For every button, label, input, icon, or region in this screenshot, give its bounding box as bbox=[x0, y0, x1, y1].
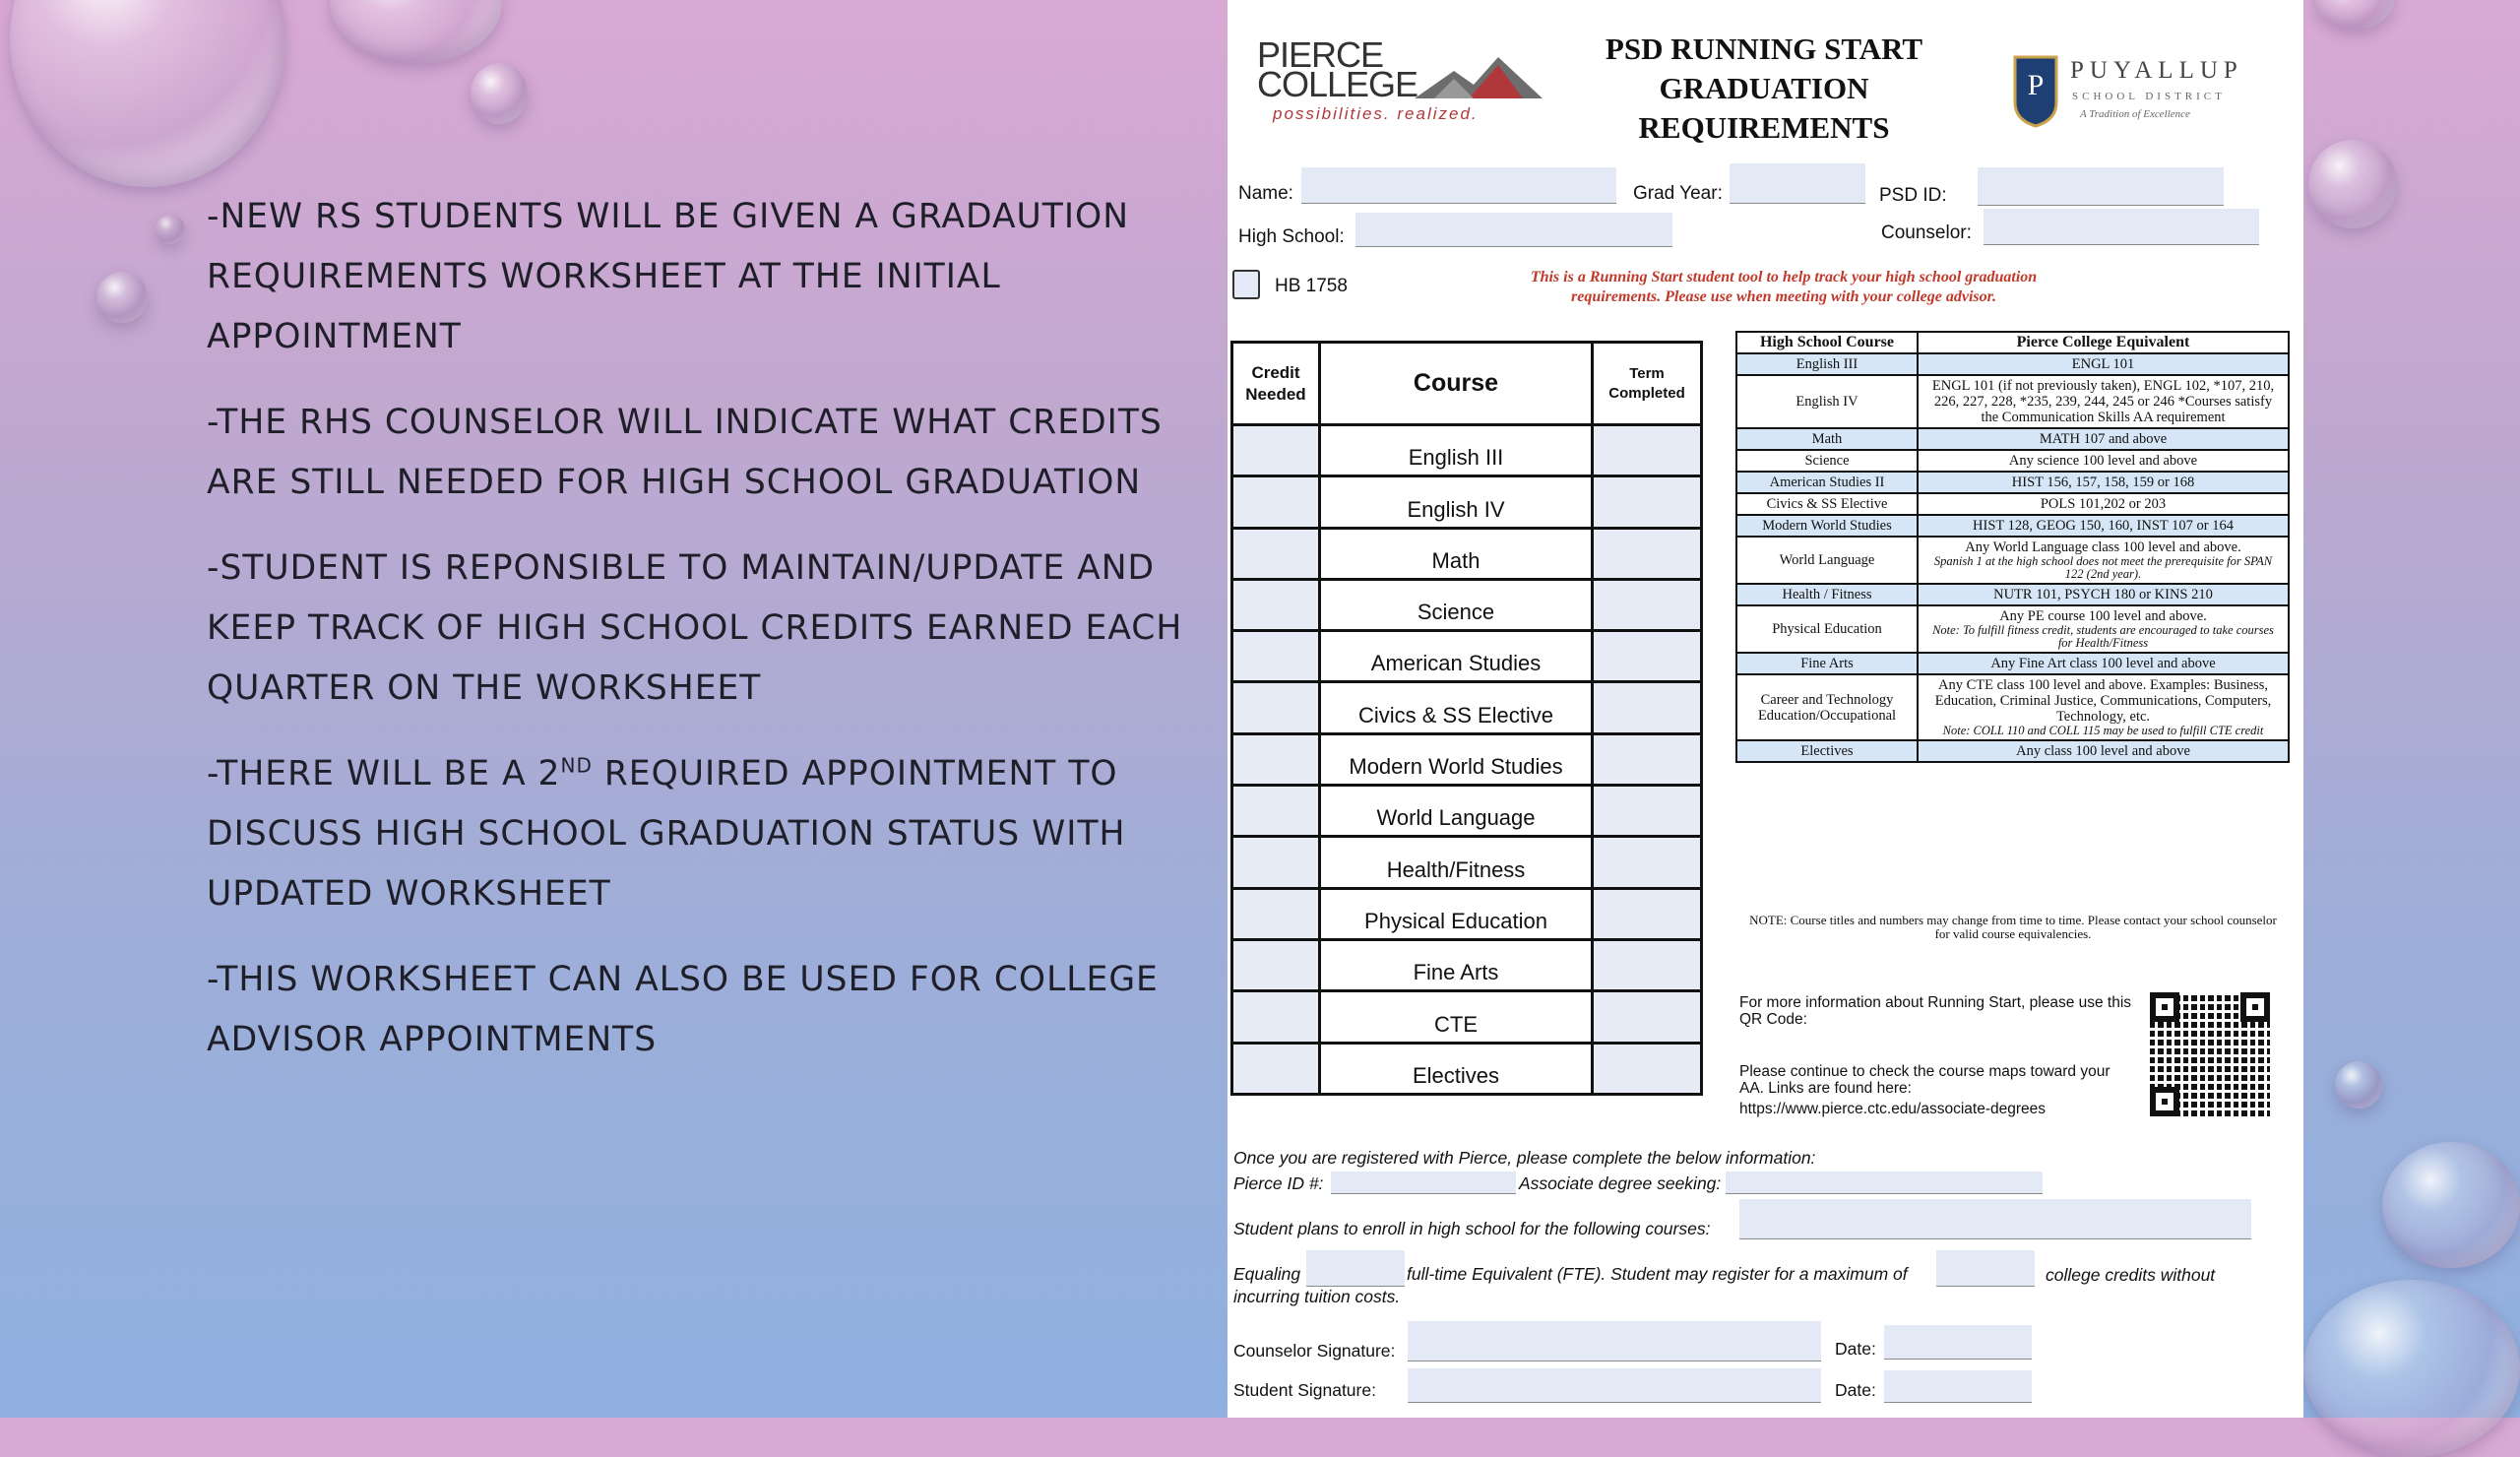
associate-degrees-link[interactable]: https://www.pierce.ctc.edu/associate-degrees bbox=[1739, 1101, 2047, 1117]
pierce-equivalent-cell bbox=[1918, 515, 2289, 537]
bullet-4: -THERE WILL BE A 2ND REQUIRED APPOINTMENT TO DISCUSS HIGH SCHOOL GRADUATION STATUS WITH UPDATED WORKSHEET bbox=[207, 753, 1126, 914]
equivalent-text: HIST 156, 157, 158, 159 or 168 bbox=[2011, 475, 2195, 490]
pierce-equivalent-cell bbox=[1918, 584, 2289, 605]
pierce-equivalent-cell bbox=[1918, 740, 2289, 762]
decorative-bubble bbox=[2335, 1061, 2382, 1109]
course-header: Course bbox=[1320, 343, 1593, 425]
bullet-2: -THE RHS COUNSELOR WILL INDICATE WHAT CREDITS ARE STILL NEEDED FOR HIGH SCHOOL GRADUATION bbox=[207, 403, 1163, 502]
term-completed-cell[interactable] bbox=[1593, 1043, 1702, 1094]
course-row bbox=[1232, 786, 1702, 837]
decorative-bubble bbox=[471, 63, 528, 124]
equivalency-row bbox=[1736, 472, 2289, 493]
course-name-cell: Civics & SS Elective bbox=[1320, 682, 1593, 733]
bullet-1: -NEW RS STUDENTS WILL BE GIVEN A GRADAUTION REQUIREMENTS WORKSHEET AT THE INITIAL APPOINTMENT bbox=[207, 197, 1130, 356]
equivalency-row bbox=[1736, 450, 2289, 472]
equivalent-note: Note: COLL 110 and COLL 115 may be used to fulfill CTE credit bbox=[1942, 724, 2264, 737]
counselor-date-label: Date: bbox=[1835, 1339, 1876, 1359]
notice-text: This is a Running Start student tool to help track your high school graduation requirements. Please use when meeting with your college advisor. bbox=[1530, 269, 2038, 305]
decorative-bubble bbox=[330, 0, 502, 64]
mountain-logo-icon bbox=[1415, 51, 1543, 98]
counselor-field[interactable] bbox=[1984, 209, 2259, 245]
equaling-label: Equaling bbox=[1233, 1264, 1301, 1284]
equivalent-text: Any class 100 level and above bbox=[2016, 743, 2190, 759]
course-row bbox=[1232, 733, 1702, 785]
term-completed-cell[interactable] bbox=[1593, 682, 1702, 733]
course-name-cell: Physical Education bbox=[1320, 888, 1593, 939]
hs-course-cell: English III bbox=[1736, 353, 1918, 375]
student-signature-field[interactable] bbox=[1408, 1368, 1821, 1403]
credit-needed-cell[interactable] bbox=[1232, 682, 1320, 733]
shield-icon bbox=[2013, 55, 2058, 128]
hs-course-cell: Civics & SS Elective bbox=[1736, 493, 1918, 515]
credit-needed-cell[interactable] bbox=[1232, 888, 1320, 939]
equivalent-text: Any CTE class 100 level and above. Examples: Business, Education, Criminal Justice, Communications, Computers, Technology, etc. bbox=[1934, 677, 2272, 725]
equivalent-text: Any World Language class 100 level and above. bbox=[1965, 539, 2241, 555]
bullet-5: -THIS WORKSHEET CAN ALSO BE USED FOR COLLEGE ADVISOR APPOINTMENTS bbox=[207, 960, 1159, 1059]
term-completed-cell[interactable] bbox=[1593, 888, 1702, 939]
course-name-cell: Modern World Studies bbox=[1320, 733, 1593, 785]
high-school-label: High School: bbox=[1238, 226, 1345, 247]
hb-1758-checkbox[interactable] bbox=[1232, 270, 1260, 299]
term-completed-cell[interactable] bbox=[1593, 733, 1702, 785]
hs-course-cell: Science bbox=[1736, 450, 1918, 472]
pierce-equivalent-cell bbox=[1918, 375, 2289, 428]
qr-finder-icon bbox=[2150, 1087, 2179, 1116]
course-row bbox=[1232, 425, 1702, 476]
puyallup-district-logo: P PUYALLUP SCHOOL DISTRICT A Tradition of Excellence bbox=[2013, 55, 2269, 134]
term-completed-cell[interactable] bbox=[1593, 528, 1702, 579]
course-row bbox=[1232, 528, 1702, 579]
hs-course-cell: English IV bbox=[1736, 375, 1918, 428]
equivalency-row bbox=[1736, 375, 2289, 428]
term-completed-cell[interactable] bbox=[1593, 786, 1702, 837]
credit-needed-cell[interactable] bbox=[1232, 786, 1320, 837]
qr-info-text: For more information about Running Start, please use this QR Code: bbox=[1739, 994, 2132, 1028]
credit-needed-cell[interactable] bbox=[1232, 837, 1320, 888]
equivalency-row bbox=[1736, 353, 2289, 375]
pierce-equivalent-cell bbox=[1918, 428, 2289, 450]
equivalency-row bbox=[1736, 515, 2289, 537]
fte-text: full-time Equivalent (FTE). Student may register for a maximum of bbox=[1407, 1264, 1908, 1284]
course-row bbox=[1232, 888, 1702, 939]
course-name-cell: World Language bbox=[1320, 786, 1593, 837]
equivalency-row bbox=[1736, 584, 2289, 605]
pierce-equivalent-cell bbox=[1918, 450, 2289, 472]
equivalent-text: ENGL 101 bbox=[2071, 356, 2135, 372]
pierce-college-logo: PIERCE COLLEGE possibilities. realized. bbox=[1257, 39, 1552, 128]
decorative-bubble bbox=[2382, 1142, 2520, 1268]
equivalent-text: POLS 101,202 or 203 bbox=[2040, 496, 2167, 512]
course-name-cell: Math bbox=[1320, 528, 1593, 579]
psd-id-label: PSD ID: bbox=[1879, 185, 1947, 206]
hb-1758-label: HB 1758 bbox=[1275, 276, 1348, 296]
hs-course-cell: Electives bbox=[1736, 740, 1918, 762]
course-name-cell: Science bbox=[1320, 579, 1593, 630]
equivalency-row bbox=[1736, 674, 2289, 740]
student-date-field[interactable] bbox=[1884, 1370, 2032, 1403]
counselor-signature-label: Counselor Signature: bbox=[1233, 1341, 1396, 1361]
credit-needed-cell[interactable] bbox=[1232, 939, 1320, 990]
pierce-equivalent-cell bbox=[1918, 537, 2289, 584]
credit-needed-cell[interactable] bbox=[1232, 425, 1320, 476]
registration-intro: Once you are registered with Pierce, please complete the below information: bbox=[1233, 1148, 1816, 1168]
equivalent-note: Note: To fulfill fitness credit, students are encouraged to take courses for Health/Fitness bbox=[1932, 623, 2274, 650]
equivalent-text: MATH 107 and above bbox=[2039, 431, 2168, 447]
course-name-cell: Health/Fitness bbox=[1320, 837, 1593, 888]
equivalency-row bbox=[1736, 605, 2289, 653]
qr-code-icon[interactable] bbox=[2150, 992, 2270, 1116]
name-field[interactable] bbox=[1301, 167, 1616, 204]
equivalency-row bbox=[1736, 493, 2289, 515]
decorative-bubble bbox=[2303, 1280, 2520, 1457]
pierce-equivalent-cell bbox=[1918, 605, 2289, 653]
decorative-bubble bbox=[156, 215, 185, 244]
qr-finder-icon bbox=[2240, 992, 2270, 1022]
credit-needed-cell[interactable] bbox=[1232, 476, 1320, 528]
pierce-equivalent-cell bbox=[1918, 493, 2289, 515]
term-completed-cell[interactable] bbox=[1593, 939, 1702, 990]
decorative-bubble bbox=[96, 272, 148, 323]
equivalent-text: Any PE course 100 level and above. bbox=[1999, 608, 2207, 624]
courses-plan-label: Student plans to enroll in high school for the following courses: bbox=[1233, 1219, 1711, 1238]
course-name-cell: English IV bbox=[1320, 476, 1593, 528]
document-title: PSD RUNNING START GRADUATION REQUIREMENTS bbox=[1605, 32, 1923, 145]
hs-course-cell: Health / Fitness bbox=[1736, 584, 1918, 605]
equivalency-table bbox=[1735, 331, 2290, 763]
credit-needed-cell[interactable] bbox=[1232, 579, 1320, 630]
course-row bbox=[1232, 991, 1702, 1043]
credit-needed-cell[interactable] bbox=[1232, 733, 1320, 785]
course-row bbox=[1232, 939, 1702, 990]
equivalent-note: Spanish 1 at the high school does not meet the prerequisite for SPAN 122 (2nd year). bbox=[1933, 554, 2273, 581]
pierce-equivalent-cell bbox=[1918, 674, 2289, 740]
equivalency-row bbox=[1736, 653, 2289, 674]
pierce-equivalent-cell bbox=[1918, 353, 2289, 375]
term-completed-cell[interactable] bbox=[1593, 631, 1702, 682]
hs-course-cell: Fine Arts bbox=[1736, 653, 1918, 674]
student-date-label: Date: bbox=[1835, 1380, 1876, 1400]
high-school-field[interactable] bbox=[1355, 213, 1672, 247]
bullet-3: -STUDENT IS REPONSIBLE TO MAINTAIN/UPDATE AND KEEP TRACK OF HIGH SCHOOL CREDITS EARNED EACH QUARTER ON THE WORKSHEET bbox=[207, 548, 1183, 708]
grad-year-label: Grad Year: bbox=[1633, 183, 1723, 204]
pierce-id-field[interactable] bbox=[1331, 1172, 1516, 1194]
qr-finder-icon bbox=[2150, 992, 2179, 1022]
course-name-cell: Fine Arts bbox=[1320, 939, 1593, 990]
credit-needed-cell[interactable] bbox=[1232, 1043, 1320, 1094]
equivalent-text: Any Fine Art class 100 level and above bbox=[1990, 656, 2216, 671]
course-row bbox=[1232, 1043, 1702, 1094]
decorative-bubble bbox=[2315, 0, 2394, 30]
counselor-label: Counselor: bbox=[1881, 222, 1972, 243]
student-signature-label: Student Signature: bbox=[1233, 1380, 1376, 1400]
term-completed-cell[interactable] bbox=[1593, 425, 1702, 476]
hs-course-cell: World Language bbox=[1736, 537, 1918, 584]
courses-plan-field[interactable] bbox=[1739, 1199, 2251, 1239]
pierce-equivalent-header: Pierce College Equivalent bbox=[1918, 332, 2289, 353]
credit-needed-cell[interactable] bbox=[1232, 991, 1320, 1043]
term-completed-header: Term Completed bbox=[1593, 343, 1702, 425]
course-name-cell: American Studies bbox=[1320, 631, 1593, 682]
term-completed-cell[interactable] bbox=[1593, 991, 1702, 1043]
worksheet-document bbox=[1228, 0, 2303, 1418]
psd-id-field[interactable] bbox=[1978, 167, 2224, 206]
credit-tracking-table bbox=[1230, 341, 1703, 1096]
term-completed-cell[interactable] bbox=[1593, 476, 1702, 528]
degree-label: Associate degree seeking: bbox=[1519, 1173, 1722, 1193]
counselor-date-field[interactable] bbox=[1884, 1325, 2032, 1360]
decorative-bubble bbox=[2308, 140, 2397, 228]
equivalency-row bbox=[1736, 740, 2289, 762]
hs-course-cell: Modern World Studies bbox=[1736, 515, 1918, 537]
pierce-equivalent-cell bbox=[1918, 653, 2289, 674]
equivalency-footnote: NOTE: Course titles and numbers may change from time to time. Please contact your school counselor for valid course equivalencies. bbox=[1749, 913, 2277, 941]
hs-course-header: High School Course bbox=[1736, 332, 1918, 353]
term-completed-cell[interactable] bbox=[1593, 579, 1702, 630]
course-row bbox=[1232, 631, 1702, 682]
equivalency-row bbox=[1736, 537, 2289, 584]
equivalency-row bbox=[1736, 428, 2289, 450]
course-row bbox=[1232, 837, 1702, 888]
grad-year-field[interactable] bbox=[1730, 163, 1865, 204]
decorative-bubble bbox=[10, 0, 285, 187]
degree-field[interactable] bbox=[1726, 1172, 2043, 1194]
pierce-id-label: Pierce ID #: bbox=[1233, 1173, 1324, 1193]
equivalent-text: HIST 128, GEOG 150, 160, INST 107 or 164 bbox=[1973, 518, 2234, 534]
counselor-signature-field[interactable] bbox=[1408, 1321, 1821, 1362]
course-row bbox=[1232, 682, 1702, 733]
term-completed-cell[interactable] bbox=[1593, 837, 1702, 888]
credit-needed-header: Credit Needed bbox=[1232, 343, 1320, 425]
slide-bullets bbox=[207, 187, 1191, 1096]
hs-course-cell: Physical Education bbox=[1736, 605, 1918, 653]
hs-course-cell: Career and Technology Education/Occupational bbox=[1736, 674, 1918, 740]
name-label: Name: bbox=[1238, 183, 1293, 204]
course-name-cell: Electives bbox=[1320, 1043, 1593, 1094]
svg-text:P: P bbox=[2027, 69, 2045, 101]
course-row bbox=[1232, 476, 1702, 528]
course-name-cell: CTE bbox=[1320, 991, 1593, 1043]
hs-course-cell: American Studies II bbox=[1736, 472, 1918, 493]
hs-course-cell: Math bbox=[1736, 428, 1918, 450]
pierce-equivalent-cell bbox=[1918, 472, 2289, 493]
credits-text: college credits without incurring tuition costs. bbox=[1233, 1265, 2216, 1306]
course-maps-text: Please continue to check the course maps toward your AA. Links are found here: bbox=[1739, 1063, 2110, 1097]
equivalent-text: Any science 100 level and above bbox=[2008, 453, 2198, 469]
course-name-cell: English III bbox=[1320, 425, 1593, 476]
equivalent-text: ENGL 101 (if not previously taken), ENGL 102, *107, 210, 226, 227, 228, *235, 239, 244, 245 or 246 *Courses satisfy the Communication Skills AA requirement bbox=[1931, 378, 2275, 425]
equivalent-text: NUTR 101, PSYCH 180 or KINS 210 bbox=[1993, 587, 2213, 602]
course-row bbox=[1232, 579, 1702, 630]
credit-needed-cell[interactable] bbox=[1232, 631, 1320, 682]
credit-needed-cell[interactable] bbox=[1232, 528, 1320, 579]
